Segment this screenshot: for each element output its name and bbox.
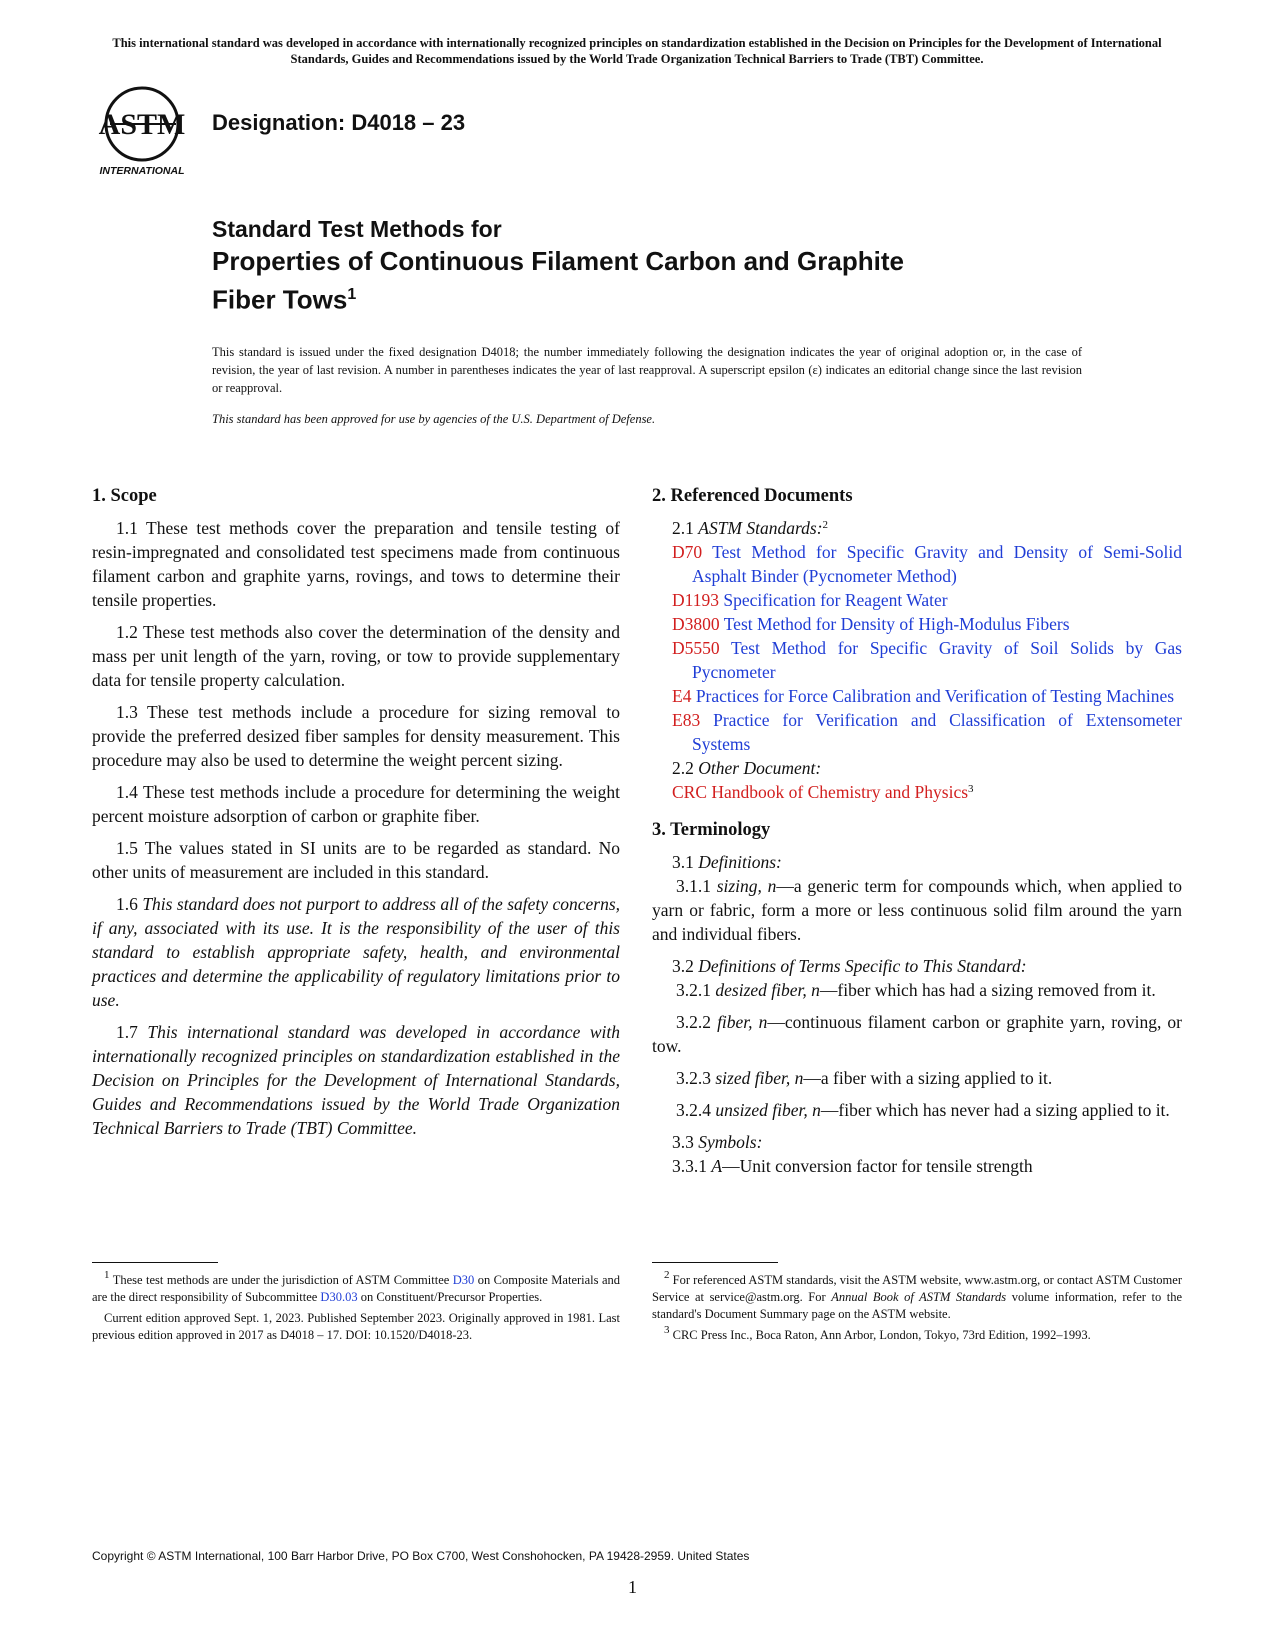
footnote-1-edition: Current edition approved Sept. 1, 2023. Published September 2023. Originally approved in 1981. Last previous edition approved in 2017 as D4018 – 17. DOI: 10.1520/D4018-23. (92, 1311, 620, 1342)
ref-crc[interactable]: CRC Handbook of Chemistry and Physics$^3$ (672, 782, 974, 802)
scope-1-3: 1.3 These test methods include a procedure for sizing removal to provide the preferred desized fiber samples for density measurement. This procedure may also be used to determine the weight percent sizing. (92, 702, 620, 770)
standards-notice: This international standard was developed in accordance with internationally recognized principles on standardization established in the Decision on Principles for the Development of International Standards, Guides and Recommendations issued by the World Trade Organization Technical Barriers to Trade (TBT) Committee. (112, 36, 1162, 66)
footnotes-left (92, 1269, 621, 1348)
term-3-1: 3.1 Definitions: (672, 852, 782, 872)
footnote-2: $^2$ For referenced ASTM standards, visit the ASTM website, www.astm.org, or contact ASTM Customer Service at service@astm.org. For Annual Book of ASTM Standards volume information, refer to the standard's Document Summary page on the ASTM website. (652, 1269, 1183, 1321)
ref-d5550[interactable]: D5550 Test Method for Specific Gravity of Soil Solids by Gas Pycnometer (672, 638, 1182, 682)
term-3-2-3: 3.2.3 sized fiber, n—a fiber with a sizing applied to it. (676, 1068, 1053, 1088)
term-3-3: 3.3 Symbols: (672, 1132, 763, 1152)
ref-e83[interactable]: E83 Practice for Verification and Classification of Extensometer Systems (672, 710, 1182, 754)
dod-approval: This standard has been approved for use by agencies of the U.S. Department of Defense. (212, 412, 656, 426)
term-3-1-1: 3.1.1 sizing, n—a generic term for compounds which, when applied to yarn or fabric, form a more or less continuous solid film around the yarn and individual fibers. (652, 876, 1183, 944)
copyright-footer: Copyright © ASTM International, 100 Barr Harbor Drive, PO Box C700, West Conshohocken, PA 19428-2959. United States (92, 1549, 750, 1563)
document-title (212, 214, 1112, 317)
issue-statement: This standard is issued under the fixed designation D4018; the number immediately following the designation indicates the year of original adoption or, in the case of revision, the year of last revision. A number in parentheses indicates the year of last reapproval. A superscript epsilon (ε) indicates an editorial change since the last revision or reapproval. (212, 345, 1082, 395)
title-line-2: Properties of Continuous Filament Carbon and Graphite (212, 246, 904, 276)
title-line-1: Standard Test Methods for (212, 216, 502, 242)
scope-1-6: 1.6 This standard does not purport to address all of the safety concerns, if any, associated with its use. It is the responsibility of the user of this standard to establish appropriate safety, health, and environmental practices and determine the applicability of regulatory limitations prior to use. (92, 894, 621, 1010)
footnote-link-d30[interactable]: D30 (452, 1273, 475, 1287)
left-column (92, 484, 620, 1148)
ref-2-1: 2.1 ASTM Standards:$^2$ (672, 518, 829, 538)
footnote-1: $^1$ These test methods are under the jurisdiction of ASTM Committee D30 on Composite Materials and are the direct responsibility of Subcommittee D30.03 on Constituent/Precursor Properties. (92, 1269, 621, 1304)
logo-subtext: INTERNATIONAL (99, 165, 185, 177)
logo-text: ASTM (98, 108, 186, 141)
scope-1-7: 1.7 This international standard was developed in accordance with internationally recognized principles on standardization established in the Decision on Principles for the Development of International Standards, Guides and Recommendations issued by the World Trade Organization Technical Barriers to Trade (TBT) Committee. (92, 1022, 621, 1138)
footnote-3: $^3$ CRC Press Inc., Boca Raton, Ann Arbor, London, Tokyo, 73rd Edition, 1992–1993. (664, 1324, 1091, 1342)
title-line-3: Fiber Tows (212, 284, 348, 315)
term-3-2-1: 3.2.1 desized fiber, n—fiber which has had a sizing removed from it. (676, 980, 1156, 1000)
term-3-3-1: 3.3.1 A—Unit conversion factor for tensile strength (672, 1156, 1033, 1176)
astm-logo (92, 86, 197, 178)
title-footnote-mark: 1 (347, 286, 357, 303)
scope-1-4: 1.4 These test methods include a procedure for determining the weight percent moisture adsorption of carbon or graphite fiber. (92, 782, 620, 826)
section-terminology-heading: 3. Terminology (652, 820, 771, 840)
footnote-rule-right (652, 1262, 778, 1263)
page-number: 1 (628, 1577, 637, 1597)
footnote-rule-left (92, 1262, 218, 1263)
term-3-2: 3.2 Definitions of Terms Specific to This Standard: (672, 956, 1027, 976)
footnote-link-d30-03[interactable]: D30.03 (320, 1290, 358, 1304)
ref-d1193[interactable]: D1193 Specification for Reagent Water (672, 590, 948, 610)
designation: Designation: D4018 – 23 (212, 110, 466, 135)
footnotes-right (652, 1269, 1183, 1348)
term-3-2-4: 3.2.4 unsized fiber, n—fiber which has never had a sizing applied to it. (676, 1100, 1170, 1120)
right-column (652, 484, 1182, 1178)
scope-1-5: 1.5 The values stated in SI units are to be regarded as standard. No other units of measurement are included in this standard. (92, 838, 620, 882)
ref-2-2: 2.2 Other Document: (672, 758, 822, 778)
ref-d3800[interactable]: D3800 Test Method for Density of High-Modulus Fibers (672, 614, 1070, 634)
section-scope-heading: 1. Scope (92, 486, 157, 506)
ref-e4[interactable]: E4 Practices for Force Calibration and Verification of Testing Machines (672, 686, 1175, 706)
scope-1-1: 1.1 These test methods cover the preparation and tensile testing of resin-impregnated and consolidated test specimens made from continuous filament carbon and graphite yarns, rovings, and tows to determine their tensile properties. (92, 518, 620, 610)
section-referenced-heading: 2. Referenced Documents (652, 486, 853, 506)
ref-d70[interactable]: D70 Test Method for Specific Gravity and Density of Semi-Solid Asphalt Binder (Pycnometer Method) (672, 542, 1183, 586)
scope-1-2: 1.2 These test methods also cover the determination of the density and mass per unit length of the yarn, roving, or tow to provide supplementary data for tensile property calculation. (92, 622, 620, 690)
term-3-2-2: 3.2.2 fiber, n—continuous filament carbon or graphite yarn, roving, or tow. (652, 1012, 1182, 1056)
